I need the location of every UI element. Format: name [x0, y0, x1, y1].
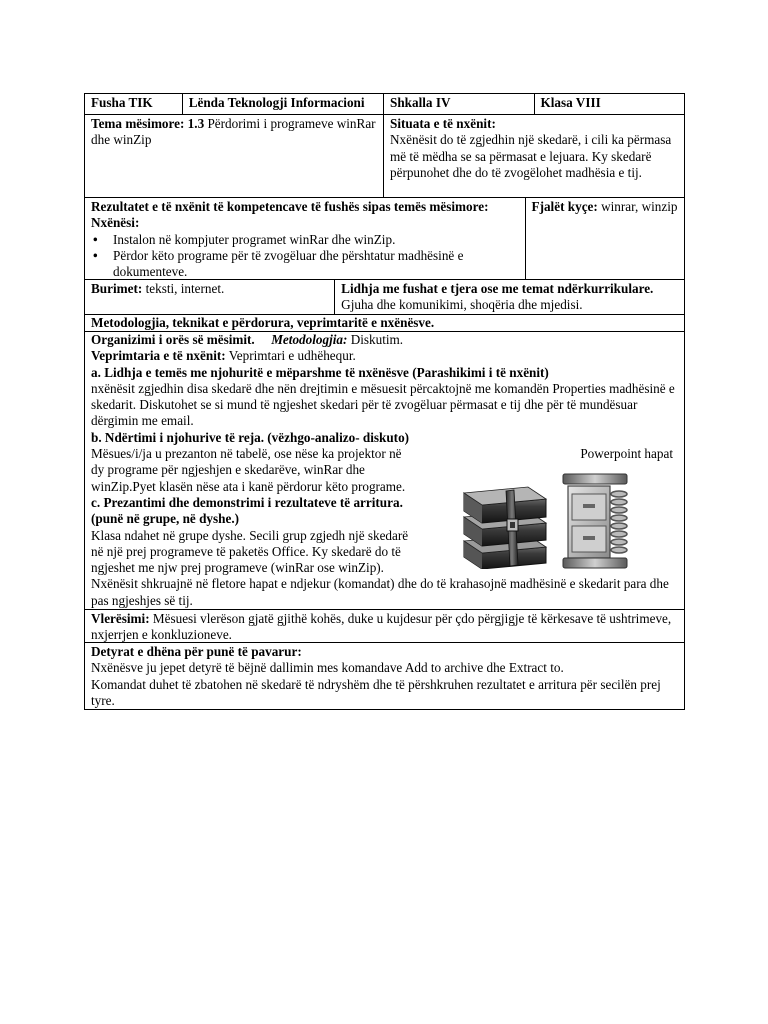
- metodologjia-title: Metodologjia, teknikat e përdorura, veprimtaritë e nxënësve.: [91, 315, 435, 330]
- situata-label: Situata e të nxënit:: [390, 116, 496, 131]
- vleresimi-text: Mësuesi vlerëson gjatë gjithë kohës, duke u kujdesur për çdo përgjigje të kërkesave të ushtrimeve, nxjerrjen e konkluzioneve.: [91, 611, 672, 643]
- header-row: [84, 93, 685, 115]
- tema-row: [84, 115, 685, 198]
- burimet-cell: [85, 280, 334, 314]
- section-a-text: nxënësit zgjedhin disa skedarë dhe nën drejtimin e mësuesit përcaktojnë me komandën Properties madhësinë e skedarit. Diskutohet se si mund të ngjeshet skedari për të zvogëluar përmasat e tij dhe për të mundësuar dërgimin me email.: [91, 380, 675, 429]
- detyrat-label: Detyrat e dhëna për punë të pavarur:: [91, 644, 302, 659]
- shkalla-label: Shkalla IV: [390, 95, 451, 110]
- lenda-label: Lënda Teknologji Informacioni: [188, 95, 365, 110]
- lesson-plan-table: [84, 93, 685, 710]
- winzip-icon: [559, 472, 631, 572]
- tema-text: Përdorimi i programeve winRar dhe winZip: [91, 116, 376, 148]
- burimet-label: Burimet:: [91, 281, 143, 296]
- situata-text: Nxënësit do të zgjedhin një skedarë, i cili ka përmasa më të mëdha se sa përmasat e lejuara. Ky skedarë përpunohet dhe do të zvogëlohet madhësia e tij.: [390, 132, 672, 180]
- detyrat-row: [84, 643, 685, 710]
- section-c-title: c. Prezantimi dhe demonstrimi i rezultateve të arritura. (punë në grupe, në dyshe.): [91, 494, 403, 527]
- lidhja-cell: [334, 280, 684, 314]
- lidhja-label: Lidhja me fushat e tjera ose me temat ndërkurrikulare.: [341, 281, 654, 296]
- organizimi-label: Organizimi i orës së mësimit.: [91, 332, 255, 347]
- section-a-title: a. Lidhja e temës me njohuritë e mëparshme të nxënësve (Parashikimi i të nxënit): [91, 364, 549, 380]
- burimet-text: teksti, internet.: [142, 281, 225, 296]
- fusha-cell: [85, 94, 182, 114]
- situata-cell: [383, 115, 684, 197]
- vleresimi-cell: [85, 610, 684, 642]
- lidhja-text: Gjuha dhe komunikimi, shoqëria dhe mjedisi.: [341, 297, 583, 313]
- list-item: • Përdor këto programe për të zvogëluar dhe përshtatur madhësinë e dokumenteve.: [113, 248, 519, 281]
- tema-label: Tema mësimore: 1.3: [91, 116, 205, 131]
- fjalet-label: Fjalët kyçe:: [531, 199, 598, 214]
- lenda-cell: [182, 94, 383, 114]
- tema-cell: [85, 115, 383, 197]
- detyrat-line-1: Nxënësve ju jepet detyrë të bëjnë dallimin mes komandave Add to archive dhe Extract to.: [91, 660, 564, 676]
- rezultatet-title: Rezultatet e të nxënit të kompetencave të fushës sipas temës mësimore:: [91, 199, 489, 214]
- fusha-label: Fusha TIK: [91, 95, 153, 110]
- klasa-label: Klasa VIII: [540, 95, 601, 110]
- organizimi-row: [84, 332, 685, 610]
- winrar-icon: [460, 479, 550, 569]
- rezultatet-subtitle: Nxënësi:: [91, 215, 140, 231]
- list-item: • Instalon në kompjuter programet winRar dhe winZip.: [113, 232, 519, 248]
- burimet-row: [84, 280, 685, 315]
- section-b-title: b. Ndërtimi i njohurive të reja. (vëzhgo-analizo- diskuto): [91, 429, 410, 445]
- metodologjia-row: [84, 315, 685, 332]
- vleresimi-label: Vlerësimi:: [91, 611, 150, 626]
- organizimi-line: [91, 332, 681, 348]
- shkalla-cell: [383, 94, 534, 114]
- rezultatet-cell: [85, 198, 525, 279]
- fjalet-text: winrar, winzip: [597, 199, 678, 214]
- section-b-text: Mësues/i/ja u prezanton në tabelë, ose nëse ka projektor në dy programe për ngjeshjen e skedarëve, winRar dhe winZip.Pyet klasën nëse ata i kanë përdorur këto programe.: [91, 446, 406, 494]
- section-c-text-2: Nxënësit shkruajnë në fletore hapat e ndjekur (komandat) dhe do të krahasojnë madhësinë e skedarit para dhe pas ngjeshjes së tij.: [91, 576, 669, 608]
- section-c-text: Klasa ndahet në grupe dyshe. Secili grup zgjedh një skedarë në një prej programeve të paketës Office. Ky skedarë do të ngjeshet me njw prej programeve (winRar ose winZip).: [91, 527, 409, 576]
- organizimi-cell: [85, 332, 684, 609]
- metodologjia-text: Diskutim.: [347, 332, 404, 347]
- veprimtaria-text: Veprimtari e udhëhequr.: [225, 348, 356, 364]
- rezultatet-list: [91, 232, 519, 281]
- veprimtaria-line: [91, 348, 681, 364]
- metodologjia-label: Metodologjia:: [271, 332, 348, 347]
- detyrat-cell: [85, 643, 684, 709]
- veprimtaria-label: Veprimtaria e të nxënit:: [91, 348, 226, 364]
- detyrat-line-2: Komandat duhet të zbatohen në skedarë të ndryshëm dhe të përshkruhen rezultatet e arritura për secilën prej tyre.: [91, 676, 661, 708]
- rezultatet-row: [84, 198, 685, 280]
- klasa-cell: [534, 94, 685, 114]
- fjalet-cell: [525, 198, 684, 279]
- metodologjia-cell: [85, 315, 684, 331]
- vleresimi-row: [84, 610, 685, 643]
- powerpoint-label: Powerpoint hapat: [580, 446, 673, 461]
